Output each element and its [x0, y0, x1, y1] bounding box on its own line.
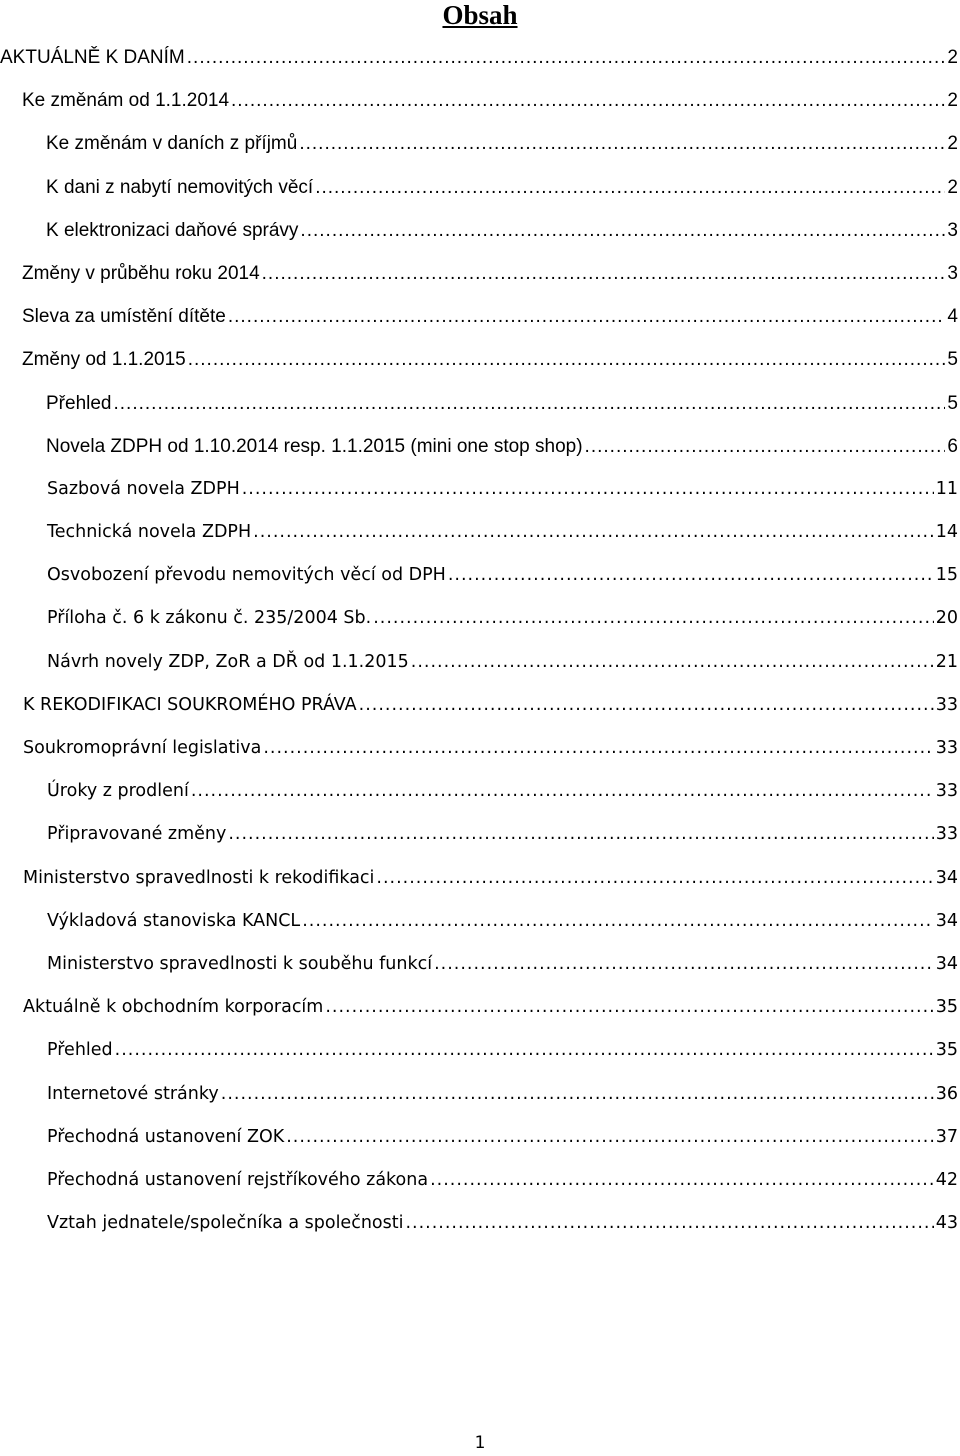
toc-entry-label[interactable]: Návrh novely ZDP, ZoR a DŘ od 1.1.2015	[47, 651, 409, 672]
toc-entry-page[interactable]: 21	[935, 651, 958, 672]
toc-entry-page[interactable]: 37	[935, 1126, 958, 1147]
dot-leader	[430, 1159, 934, 1202]
toc-entry-label[interactable]: Výkladová stanoviska KANCL	[47, 910, 301, 931]
dot-leader	[221, 1073, 934, 1116]
toc-entry[interactable]	[0, 252, 960, 295]
toc-entry-page[interactable]: 2	[947, 90, 958, 112]
dot-leader	[315, 166, 945, 209]
toc-entry-page[interactable]: 5	[947, 349, 958, 371]
toc-entry[interactable]	[0, 122, 960, 165]
toc-entry[interactable]	[0, 1159, 960, 1202]
toc-entry-label[interactable]: Přehled	[46, 392, 112, 414]
dot-leader	[299, 122, 945, 165]
toc-entry-page[interactable]: 43	[935, 1213, 958, 1234]
toc-entry-page[interactable]: 6	[947, 435, 958, 457]
toc-entry-page[interactable]: 34	[935, 953, 958, 974]
toc-entry[interactable]	[0, 425, 960, 468]
toc-entry[interactable]	[0, 813, 960, 856]
toc-entry[interactable]	[0, 641, 960, 684]
toc-entry[interactable]	[0, 295, 960, 338]
dot-leader	[300, 209, 945, 252]
toc-entry-page[interactable]: 33	[935, 824, 958, 845]
toc-entry-page[interactable]: 33	[935, 738, 958, 758]
dot-leader	[187, 36, 946, 79]
toc-entry-label[interactable]: Připravované změny	[47, 824, 227, 845]
toc-entry[interactable]	[0, 684, 960, 727]
toc-entry-label[interactable]: Osvobození převodu nemovitých věcí od DPH	[47, 565, 446, 586]
toc-entry-page[interactable]: 36	[935, 1083, 958, 1104]
toc-entry-label[interactable]: Změny v průběhu roku 2014	[22, 262, 260, 284]
toc-entry-label[interactable]: Aktuálně k obchodním korporacím	[23, 997, 324, 1018]
toc-entry[interactable]	[0, 1073, 960, 1116]
dot-leader	[228, 295, 946, 338]
toc-entry[interactable]	[0, 986, 960, 1029]
dot-leader	[115, 1029, 934, 1072]
toc-entry[interactable]	[0, 597, 960, 640]
toc-entry-label[interactable]: Ministerstvo spravedlnosti k rekodifikaci	[23, 867, 375, 888]
toc-entry[interactable]	[0, 727, 960, 770]
dot-leader	[191, 770, 934, 813]
toc-entry-label[interactable]: Ke změnám v daních z příjmů	[46, 133, 298, 155]
toc-entry-page[interactable]: 5	[947, 392, 958, 414]
toc-entry-page[interactable]: 11	[935, 478, 958, 499]
dot-leader	[376, 857, 933, 900]
toc-entry-label[interactable]: Vztah jednatele/společníka a společnosti	[47, 1213, 404, 1234]
dot-leader	[405, 1202, 933, 1245]
toc-entry[interactable]	[0, 166, 960, 209]
table-of-contents	[0, 36, 960, 1245]
dot-leader	[325, 986, 933, 1029]
toc-entry[interactable]	[0, 468, 960, 511]
toc-entry-label[interactable]: Úroky z prodlení	[47, 781, 189, 802]
toc-entry[interactable]	[0, 1116, 960, 1159]
toc-entry[interactable]	[0, 857, 960, 900]
toc-entry[interactable]	[0, 511, 960, 554]
page-title: Obsah	[442, 0, 518, 30]
dot-leader	[286, 1116, 934, 1159]
dot-leader	[359, 684, 934, 727]
toc-entry-label[interactable]: AKTUÁLNĚ K DANÍM	[0, 47, 185, 68]
toc-entry[interactable]	[0, 382, 960, 425]
toc-entry-label[interactable]: K dani z nabytí nemovitých věcí	[46, 176, 314, 198]
toc-entry-label[interactable]: K REKODIFIKACI SOUKROMÉHO PRÁVA	[23, 694, 357, 715]
toc-entry-page[interactable]: 35	[935, 997, 958, 1018]
toc-entry[interactable]	[0, 1202, 960, 1245]
dot-leader	[411, 641, 934, 684]
dot-leader	[585, 425, 946, 468]
toc-entry-label[interactable]: Sazbová novela ZDPH	[47, 478, 240, 499]
toc-entry-label[interactable]: Ke změnám od 1.1.2014	[22, 90, 230, 112]
toc-entry-label[interactable]: Technická novela ZDPH	[47, 522, 252, 543]
toc-entry[interactable]	[0, 943, 960, 986]
toc-entry-label[interactable]: Novela ZDPH od 1.10.2014 resp. 1.1.2015 (mini one stop shop)	[46, 435, 583, 457]
toc-entry-page[interactable]: 34	[935, 867, 958, 888]
dot-leader	[228, 813, 933, 856]
dot-leader	[262, 252, 946, 295]
dot-leader	[242, 468, 934, 511]
dot-leader	[263, 727, 933, 770]
toc-entry[interactable]	[0, 554, 960, 597]
page-number: 1	[474, 1433, 486, 1453]
dot-leader	[302, 900, 934, 943]
dot-leader	[114, 382, 946, 425]
toc-entry[interactable]	[0, 36, 960, 79]
toc-entry-page[interactable]: 2	[947, 47, 958, 68]
toc-entry-page[interactable]: 15	[935, 565, 958, 586]
dot-leader	[253, 511, 934, 554]
toc-entry-page[interactable]: 33	[935, 694, 958, 715]
toc-entry-label[interactable]: K elektronizaci daňové správy	[46, 219, 299, 241]
dot-leader	[448, 554, 934, 597]
toc-entry-page[interactable]: 34	[935, 910, 958, 931]
toc-entry-label[interactable]: Přechodná ustanovení ZOK	[47, 1126, 285, 1147]
toc-entry-label[interactable]: Internetové stránky	[47, 1083, 219, 1104]
toc-entry-page[interactable]: 33	[935, 781, 958, 802]
toc-entry-label[interactable]: Sleva za umístění dítěte	[22, 306, 226, 328]
toc-entry-label[interactable]: Příloha č. 6 k zákonu č. 235/2004 Sb.	[47, 608, 372, 629]
toc-entry-page[interactable]: 3	[947, 219, 958, 241]
toc-entry-page[interactable]: 4	[947, 306, 958, 328]
toc-entry-label[interactable]: Změny od 1.1.2015	[22, 349, 186, 371]
dot-leader	[373, 597, 934, 640]
toc-entry[interactable]	[0, 900, 960, 943]
toc-entry-page[interactable]: 35	[935, 1040, 958, 1061]
toc-entry[interactable]	[0, 338, 960, 381]
toc-entry-page[interactable]: 2	[947, 133, 958, 155]
toc-entry[interactable]	[0, 1029, 960, 1072]
toc-entry-page[interactable]: 42	[935, 1169, 958, 1190]
toc-entry-label[interactable]: Ministerstvo spravedlnosti k souběhu funkcí	[47, 953, 433, 974]
toc-entry-page[interactable]: 3	[947, 262, 958, 284]
dot-leader	[231, 79, 945, 122]
toc-entry[interactable]	[0, 209, 960, 252]
toc-entry-page[interactable]: 20	[935, 608, 958, 629]
toc-entry-page[interactable]: 14	[935, 522, 958, 543]
toc-entry-page[interactable]: 2	[947, 176, 958, 198]
toc-entry[interactable]	[0, 79, 960, 122]
dot-leader	[434, 943, 934, 986]
toc-entry[interactable]	[0, 770, 960, 813]
dot-leader	[188, 338, 946, 381]
toc-entry-label[interactable]: Přehled	[47, 1040, 113, 1061]
toc-entry-label[interactable]: Soukromoprávní legislativa	[23, 738, 262, 758]
toc-entry-label[interactable]: Přechodná ustanovení rejstříkového zákona	[47, 1169, 429, 1190]
